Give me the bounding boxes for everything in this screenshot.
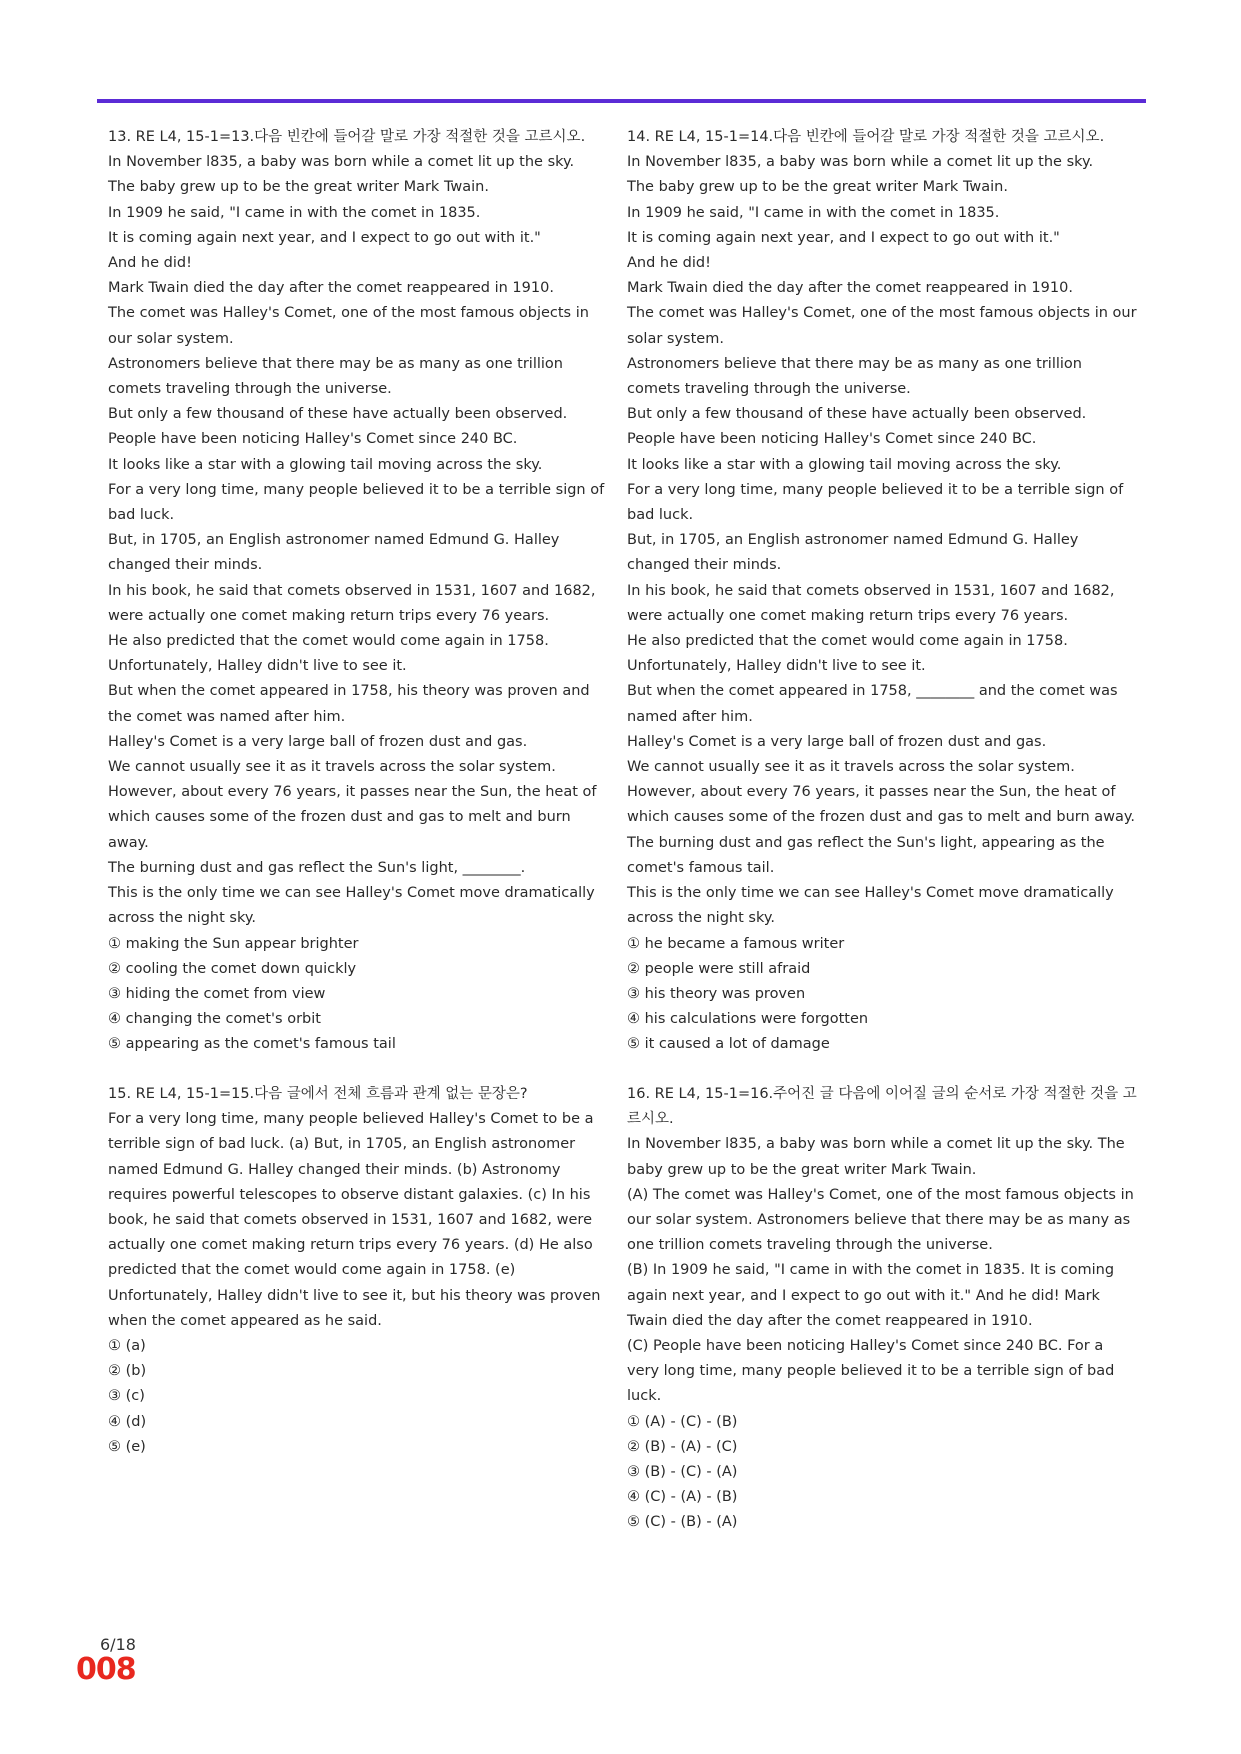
option-1[interactable]: ① (A) - (C) - (B) xyxy=(627,1413,738,1430)
passage-line: Unfortunately, Halley didn't live to see it. xyxy=(108,658,407,675)
option-2[interactable]: ② cooling the comet down quickly xyxy=(108,960,357,977)
passage-line: People have been noticing Halley's Comet since 240 BC. xyxy=(108,431,518,448)
passage-line: Halley's Comet is a very large ball of frozen dust and gas. xyxy=(627,733,1047,750)
passage-line: This is the only time we can see Halley's Comet move dramatically across the night sky. xyxy=(108,885,595,927)
passage-line: The baby grew up to be the great writer Mark Twain. xyxy=(627,179,1008,196)
passage-line: But when the comet appeared in 1758, ________ and the comet was named after him. xyxy=(627,683,1118,725)
passage-line: The burning dust and gas reflect the Sun's light, appearing as the comet's famous tail. xyxy=(627,834,1105,876)
question-title: 16. RE L4, 15-1=16.주어진 글 다음에 이어질 글의 순서로 가장 적절한 것을 고르시오. xyxy=(627,1086,1137,1128)
passage-line: And he did! xyxy=(627,255,711,272)
passage xyxy=(627,150,1137,931)
header-rule xyxy=(97,99,1146,103)
paragraph-a: (A) The comet was Halley's Comet, one of the most famous objects in our solar system. Astronomers believe that there may be as many as one trillion comets traveling through the universe. xyxy=(627,1186,1134,1254)
passage-line: For a very long time, many people believed it to be a terrible sign of bad luck. xyxy=(627,481,1124,524)
passage-line: In his book, he said that comets observed in 1531, 1607 and 1682, were actually one comet making return trips every 76 years. xyxy=(108,582,596,624)
passage-line: Halley's Comet is a very large ball of frozen dust and gas. xyxy=(108,733,528,750)
passage: For a very long time, many people believed Halley's Comet to be a terrible sign of bad luck. (a) But, in 1705, an English astronomer named Edmund G. Halley changed their minds. (b) Astronomy requires powerful telescopes to observe distant galaxies. (c) In his book, he said that comets observed in 1531, 1607 and 1682, were actually one comet making return trips every 76 years. (d) He also predicted that the comet would come again in 1758. (e) Unfortunately, Halley didn't live to see it, but his theory was proven when the comet appeared as he said. xyxy=(108,1111,601,1329)
option-3[interactable]: ③ his theory was proven xyxy=(627,985,806,1002)
passage-line: But when the comet appeared in 1758, his theory was proven and the comet was named after him. xyxy=(108,683,590,725)
passage-line: People have been noticing Halley's Comet since 240 BC. xyxy=(627,431,1037,448)
option-4[interactable]: ④ (d) xyxy=(108,1413,147,1430)
option-2[interactable]: ② people were still afraid xyxy=(627,960,811,977)
passage-line: He also predicted that the comet would come again in 1758. xyxy=(627,633,1068,650)
passage-line: In 1909 he said, "I came in with the comet in 1835. xyxy=(108,204,481,221)
answer-options xyxy=(108,1334,614,1460)
question-13 xyxy=(108,125,608,1058)
passage xyxy=(108,150,608,931)
option-4[interactable]: ④ his calculations were forgotten xyxy=(627,1011,869,1028)
passage-line: It looks like a star with a glowing tail moving across the sky. xyxy=(627,456,1062,473)
option-2[interactable]: ② (b) xyxy=(108,1363,147,1380)
passage-line: The burning dust and gas reflect the Sun's light, ________. xyxy=(108,859,526,876)
option-1[interactable]: ① making the Sun appear brighter xyxy=(108,935,359,952)
passage-line: The baby grew up to be the great writer Mark Twain. xyxy=(108,179,489,196)
passage-line: We cannot usually see it as it travels across the solar system. xyxy=(108,759,556,776)
option-5[interactable]: ⑤ appearing as the comet's famous tail xyxy=(108,1036,396,1053)
option-3[interactable]: ③ hiding the comet from view xyxy=(108,985,326,1002)
option-5[interactable]: ⑤ (C) - (B) - (A) xyxy=(627,1514,738,1531)
passage-line: It is coming again next year, and I expect to go out with it." xyxy=(627,229,1060,246)
passage-line: But, in 1705, an English astronomer named Edmund G. Halley changed their minds. xyxy=(108,532,560,574)
logo: 008 xyxy=(76,1652,136,1687)
passage-line: Mark Twain died the day after the comet reappeared in 1910. xyxy=(108,280,554,297)
passage-line: The comet was Halley's Comet, one of the most famous objects in our solar system. xyxy=(627,305,1137,347)
passage-line: And he did! xyxy=(108,255,192,272)
answer-options xyxy=(627,932,1137,1058)
passage-line: But, in 1705, an English astronomer named Edmund G. Halley changed their minds. xyxy=(627,532,1079,574)
paragraph-c: (C) People have been noticing Halley's Comet since 240 BC. For a very long time, many people believed it to be a terrible sign of bad luck. xyxy=(627,1338,1115,1405)
passage-line: But only a few thousand of these have actually been observed. xyxy=(627,406,1087,423)
passage-line: It looks like a star with a glowing tail moving across the sky. xyxy=(108,456,543,473)
passage-line: He also predicted that the comet would come again in 1758. xyxy=(108,633,549,650)
answer-options xyxy=(627,1410,1137,1536)
page-number: 6/18 xyxy=(100,1635,136,1654)
option-4[interactable]: ④ changing the comet's orbit xyxy=(108,1011,321,1028)
passage-line: In November l835, a baby was born while a comet lit up the sky. xyxy=(627,154,1094,171)
option-5[interactable]: ⑤ (e) xyxy=(108,1438,146,1455)
passage xyxy=(627,1132,1137,1409)
passage-line: We cannot usually see it as it travels across the solar system. xyxy=(627,759,1075,776)
passage-line: Mark Twain died the day after the comet reappeared in 1910. xyxy=(627,280,1073,297)
question-15 xyxy=(108,1082,614,1460)
question-title: 15. RE L4, 15-1=15.다음 글에서 전체 흐름과 관계 없는 문장은? xyxy=(108,1086,528,1102)
passage-line: However, about every 76 years, it passes near the Sun, the heat of which causes some of the frozen dust and gas to melt and burn away. xyxy=(108,784,597,851)
option-4[interactable]: ④ (C) - (A) - (B) xyxy=(627,1489,738,1506)
option-2[interactable]: ② (B) - (A) - (C) xyxy=(627,1438,738,1455)
passage-line: However, about every 76 years, it passes near the Sun, the heat of which causes some of the frozen dust and gas to melt and burn away. xyxy=(627,784,1136,826)
option-3[interactable]: ③ (B) - (C) - (A) xyxy=(627,1464,738,1481)
option-5[interactable]: ⑤ it caused a lot of damage xyxy=(627,1036,830,1053)
question-16 xyxy=(627,1082,1137,1536)
passage-line: This is the only time we can see Halley's Comet move dramatically across the night sky. xyxy=(627,885,1114,927)
passage-line: In November l835, a baby was born while a comet lit up the sky. xyxy=(108,154,575,171)
question-title: 13. RE L4, 15-1=13.다음 빈칸에 들어갈 말로 가장 적절한 것을 고르시오. xyxy=(108,129,586,145)
passage-line: The comet was Halley's Comet, one of the most famous objects in our solar system. xyxy=(108,305,589,347)
question-14 xyxy=(627,125,1137,1058)
passage-line: Unfortunately, Halley didn't live to see it. xyxy=(627,658,926,675)
passage-line: But only a few thousand of these have actually been observed. xyxy=(108,406,568,423)
passage-line: For a very long time, many people believed it to be a terrible sign of bad luck. xyxy=(108,481,605,524)
option-1[interactable]: ① (a) xyxy=(108,1338,146,1355)
answer-options xyxy=(108,932,608,1058)
option-3[interactable]: ③ (c) xyxy=(108,1388,145,1405)
question-title: 14. RE L4, 15-1=14.다음 빈칸에 들어갈 말로 가장 적절한 것을 고르시오. xyxy=(627,129,1105,145)
option-1[interactable]: ① he became a famous writer xyxy=(627,935,845,952)
passage-line: Astronomers believe that there may be as many as one trillion comets traveling through the universe. xyxy=(108,355,563,398)
passage-line: It is coming again next year, and I expect to go out with it." xyxy=(108,229,541,246)
passage-line: Astronomers believe that there may be as many as one trillion comets traveling through the universe. xyxy=(627,355,1082,398)
paragraph-b: (B) In 1909 he said, "I came in with the comet in 1835. It is coming again next year, and I expect to go out with it." And he did! Mark Twain died the day after the comet reappeared in 1910. xyxy=(627,1262,1115,1329)
passage-line: In his book, he said that comets observed in 1531, 1607 and 1682, were actually one comet making return trips every 76 years. xyxy=(627,582,1115,624)
passage-line: In 1909 he said, "I came in with the comet in 1835. xyxy=(627,204,1000,221)
given-text: In November l835, a baby was born while a comet lit up the sky. The baby grew up to be the great writer Mark Twain. xyxy=(627,1136,1125,1178)
